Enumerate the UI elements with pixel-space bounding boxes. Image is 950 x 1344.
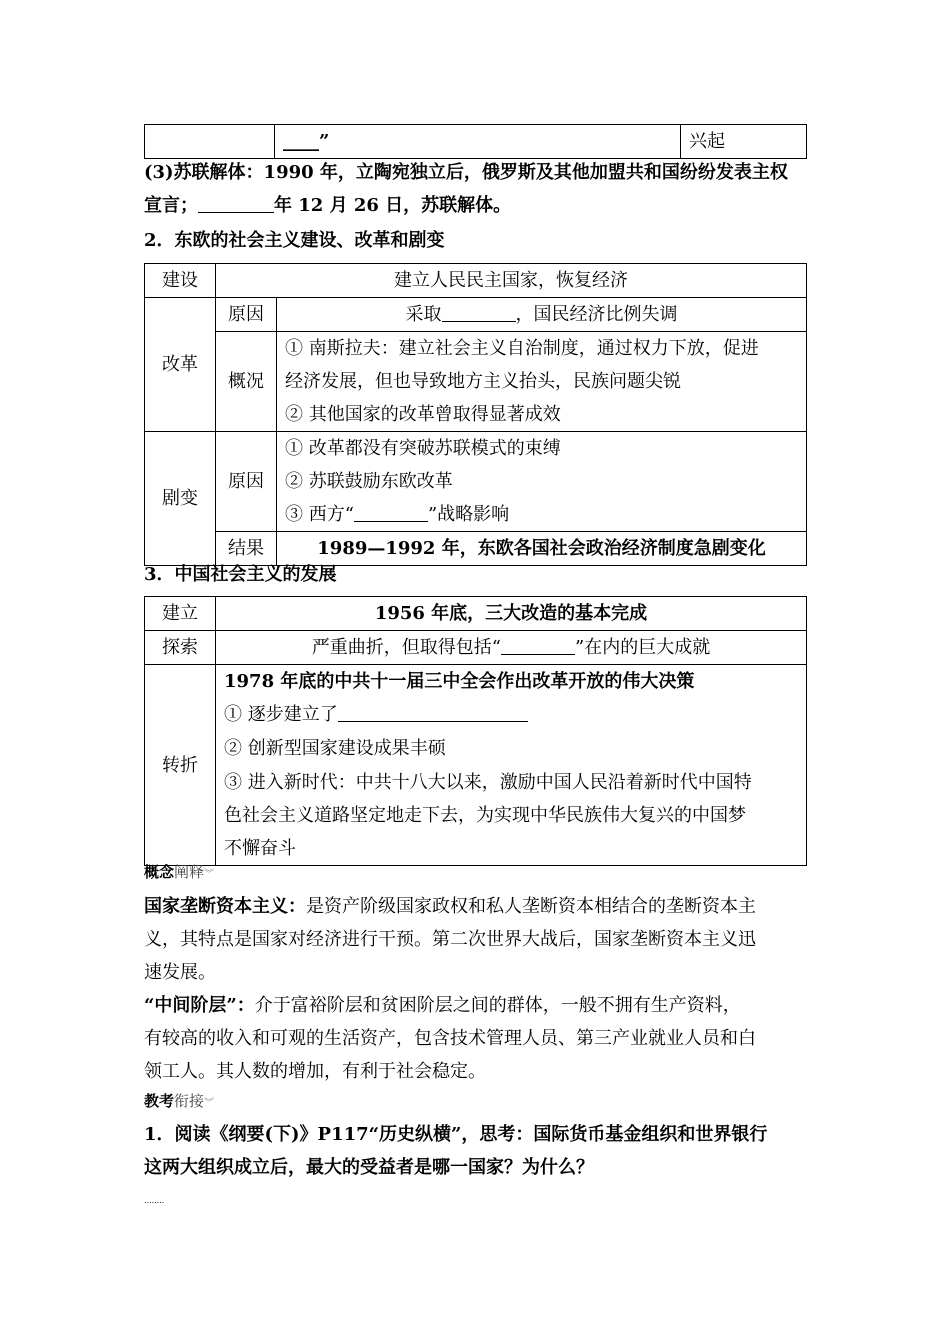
eastern-europe-table — [144, 263, 807, 566]
concept-p1-term: 国家垄断资本主义： — [144, 896, 306, 917]
turn-5: 色社会主义道路坚定地走下去，为实现中华民族伟大复兴的中国梦 — [224, 805, 746, 826]
upheaval-cause-1: ① 改革都没有突破苏联模式的束缚 — [285, 438, 561, 459]
link-q1-line1: 1．阅读《纲要(下)》P117“历史纵横”，思考：国际货币基金组织和世界银行 — [144, 1124, 768, 1145]
concept-tag-bold: 概念 — [144, 863, 175, 881]
link-q1-line2: 这两大组织成立后，最大的受益者是哪一国家？为什么？ — [144, 1157, 594, 1178]
reform-cause-b: ，国民经济比例失调 — [515, 304, 678, 325]
blank-system — [338, 703, 528, 722]
upheaval-cause-3b: ”战略影响 — [427, 504, 510, 525]
section3-heading: 3．中国社会主义的发展 — [144, 564, 337, 585]
blank-achievement — [501, 636, 575, 655]
turn-label: 转折 — [145, 665, 216, 866]
concept-p2-line2: 有较高的收入和可观的生活资产，包含技术管理人员、第三产业就业人员和白 — [144, 1028, 756, 1049]
concept-p2-l1: 介于富裕阶层和贫困阶层之间的群体，一般不拥有生产资料， — [254, 995, 741, 1016]
upheaval-cause-text — [277, 432, 807, 532]
link-tag — [144, 1090, 214, 1111]
tail-cell-2: ____” — [275, 125, 681, 159]
blank-policy — [442, 303, 516, 322]
turn-3: ② 创新型国家建设成果丰硕 — [224, 738, 446, 759]
turn-2 — [224, 698, 798, 732]
upheaval-cause-3a: ③ 西方“ — [285, 504, 354, 525]
upheaval-result-label: 结果 — [216, 532, 277, 566]
concept-tag — [144, 861, 214, 882]
upheaval-cause-label: 原因 — [216, 432, 277, 532]
para3-line2-b: 年 12 月 26 日，苏联解体。 — [274, 195, 512, 216]
explore-b: ”在内的巨大成就 — [575, 637, 711, 658]
turn-4: ③ 进入新时代：中共十八大以来，激励中国人民沿着新时代中国特 — [224, 772, 752, 793]
upheaval-cause-2: ② 苏联鼓励东欧改革 — [285, 471, 453, 492]
reform-overview-label: 概况 — [216, 332, 277, 432]
concept-p2-line1 — [144, 989, 814, 1022]
upheaval-label: 剧变 — [145, 432, 216, 566]
blank-strategy — [354, 503, 428, 522]
build-label: 建设 — [145, 264, 216, 298]
upheaval-result-text: 1989—1992 年，东欧各国社会政治经济制度急剧变化 — [277, 532, 807, 566]
tail-cell-3: 兴起 — [681, 125, 807, 159]
found-label: 建立 — [145, 597, 216, 631]
explore-label: 探索 — [145, 631, 216, 665]
reform-overview-text — [277, 332, 807, 432]
chevron-down-icon: ︾ — [204, 869, 215, 880]
footer-dots: ........ — [144, 1196, 165, 1205]
concept-p1-line2: 义，其特点是国家对经济进行干预。第二次世界大战后，国家垄断资本主义迅 — [144, 929, 756, 950]
chevron-down-icon: ︾ — [204, 1098, 215, 1109]
concept-p2-term: “中间阶层”： — [144, 995, 255, 1016]
reform-overview-2: 经济发展，但也导致地方主义抬头，民族问题尖锐 — [285, 371, 681, 392]
previous-table-tail — [144, 124, 807, 159]
concept-p1-l1: 是资产阶级国家政权和私人垄断资本相结合的垄断资本主 — [306, 896, 756, 917]
explore-text — [216, 631, 807, 665]
concept-p2-line3: 领工人。其人数的增加，有利于社会稳定。 — [144, 1061, 486, 1082]
turn-text — [216, 665, 807, 866]
turn-2-text: ① 逐步建立了 — [224, 704, 338, 725]
reform-cause-a: 采取 — [405, 304, 442, 325]
link-tag-bold: 教考 — [144, 1092, 175, 1110]
reform-cause-text — [277, 298, 807, 332]
section2-heading: 2．东欧的社会主义建设、改革和剧变 — [144, 230, 445, 251]
reform-overview-3: ② 其他国家的改革曾取得显著成效 — [285, 404, 561, 425]
concept-p1-line3: 速发展。 — [144, 962, 216, 983]
para3-line1: (3)苏联解体：1990 年，立陶宛独立后，俄罗斯及其他加盟共和国纷纷发表主权 — [144, 162, 788, 183]
china-socialism-table — [144, 596, 807, 866]
turn-1: 1978 年底的中共十一届三中全会作出改革开放的伟大决策 — [224, 671, 695, 692]
reform-label: 改革 — [145, 298, 216, 432]
reform-cause-label: 原因 — [216, 298, 277, 332]
link-tag-light: 衔接 — [174, 1092, 205, 1110]
turn-6: 不懈奋斗 — [224, 838, 296, 859]
concept-tag-light: 阐释 — [174, 863, 205, 881]
found-text: 1956 年底，三大改造的基本完成 — [216, 597, 807, 631]
tail-cell-1 — [145, 125, 275, 159]
reform-overview-1: ① 南斯拉夫：建立社会主义自治制度，通过权力下放，促进 — [285, 338, 759, 359]
para3-line2-a: 宣言； — [144, 195, 198, 216]
blank-year — [198, 194, 274, 213]
concept-p1-line1 — [144, 890, 814, 923]
para3-line2 — [144, 189, 814, 222]
explore-a: 严重曲折，但取得包括“ — [311, 637, 501, 658]
upheaval-cause-3 — [285, 498, 798, 531]
build-text: 建立人民民主国家，恢复经济 — [216, 264, 807, 298]
